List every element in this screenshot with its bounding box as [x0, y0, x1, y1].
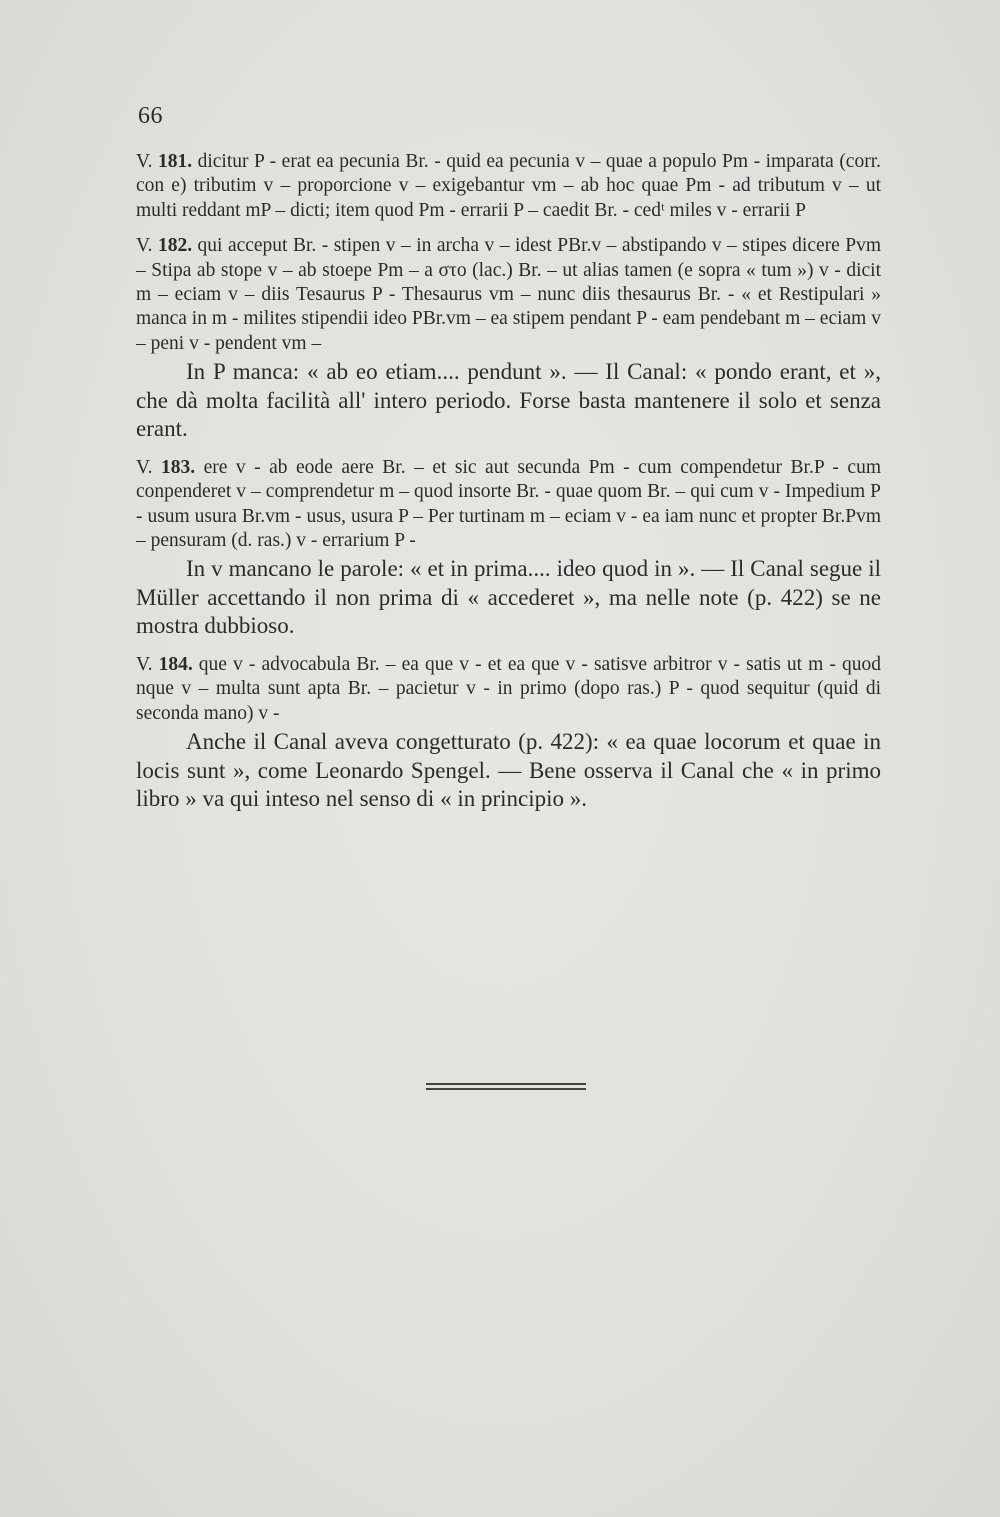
verse-label: V. [136, 235, 153, 257]
critical-note-182 [136, 234, 881, 356]
verse-number: 181. [157, 151, 193, 172]
commentary-paragraph: Anche il Canal aveva congetturato (p. 422): « ea quae locorum et quae in locis sunt », come Leonardo Spengel. — Bene osserva il Canal che « in primo libro » va qui inteso nel senso di « in principio ». [136, 729, 881, 812]
critical-note-181 [136, 150, 881, 223]
commentary-paragraph: In v mancano le parole: « et in prima.... ideo quod in ». — Il Canal segue il Müller accettando il non prima di « accederet », ma nelle note (p. 422) se ne mostra dubbioso. [136, 556, 881, 639]
critical-note-184 [136, 653, 881, 726]
note-text: qui acceput Br. - stipen v – in archa v – idest PBr.v – abstipando v – stipes dicere Pvm – Stipa ab stope v – ab stoepe Pm – a στο (lac.) Br. – ut alias tamen (e sopra « tum ») v - dicit m – eciam v – diis Tesaurus P - Thesaurus vm – nunc diis thesaurus Br. - « et Restipulari » manca in m - milites stipendii ideo PBr.vm – ea stipem pendant P - eam pendebant m – eciam v – peni v - pendent vm – [136, 235, 882, 354]
page-number: 66 [138, 103, 163, 129]
commentary-paragraph: In P manca: « ab eo etiam.... pendunt ». — Il Canal: « pondo erant, et », che dà molta facilità all' intero periodo. Forse basta mantenere il solo et senza erant. [136, 359, 881, 442]
verse-label: V. [136, 151, 153, 172]
note-text: ere v - ab eode aere Br. – et sic aut secunda Pm - cum compendetur Br.P - cum conpenderet v – comprendetur m – quod insorte Br. - quae quom Br. – qui cum v - Impedium P - usum usura Br.vm - usus, usura P – Per turtinam m – eciam v - ea iam nunc et propter Br.Pvm – pensuram (d. ras.) v - errarium P - [136, 456, 881, 551]
verse-number: 183. [160, 456, 196, 478]
note-text: que v - advocabula Br. – ea que v - et ea que v - satisve arbitror v - satis ut m - quod nque v – multa sunt apta Br. – pacietur v - in primo (dopo ras.) P - quod sequitur (quid di seconda mano) v - [136, 653, 882, 724]
verse-label: V. [136, 456, 153, 478]
critical-note-183 [136, 456, 881, 554]
page-content [136, 150, 881, 814]
note-text: dicitur P - erat ea pecunia Br. - quid ea pecunia v – quae a populo Pm - imparata (corr. con e) tributim v – proporcione v – exigebantur vm – ab hoc quae Pm - ad tributum v – ut multi reddant mP – dicti; item quod Pm - errarii P – caedit Br. - cedᵗ miles v - errarii P [136, 151, 881, 221]
verse-number: 184. [158, 653, 193, 675]
verse-number: 182. [157, 235, 193, 257]
section-end-rule [426, 1083, 586, 1090]
verse-label: V. [136, 653, 153, 675]
